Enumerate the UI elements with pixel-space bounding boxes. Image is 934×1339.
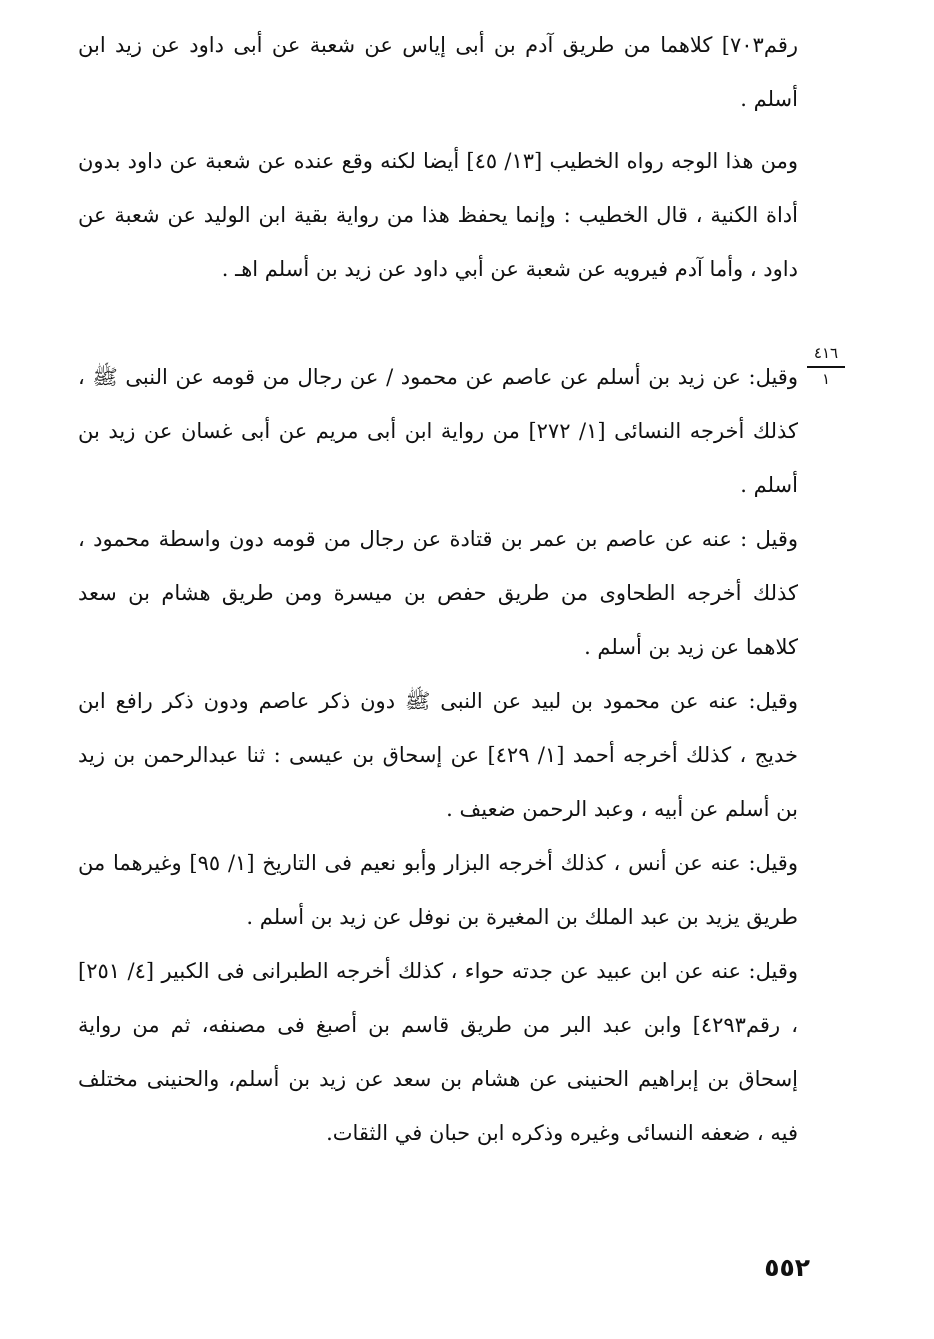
paragraph-1: رقم٧٠٣] كلاهما من طريق آدم بن أبى إياس عن شعبة عن أبى داود عن زيد ابن أسلم . [78,33,798,111]
paragraph-2: ومن هذا الوجه رواه الخطيب [١٣/ ٤٥] أيضا لكنه وقع عنده عن شعبة عن داود بدون أداة الكنية ، قال الخطيب : وإنما يحفظ هذا من رواية بقية ابن الوليد عن شعبة عن داود ، وأما آدم فيرويه عن شعبة عن أبي داود عن زيد بن أسلم اهـ . [78,149,798,281]
paragraph-7: وقيل: عنه عن ابن عبيد عن جدته حواء ، كذلك أخرجه الطبرانى فى الكبير [٤/ ٢٥١] ، رقم٤٢٩٣] وابن عبد البر من طريق قاسم بن أصبغ فى مصنفه، ثم من رواية إسحاق بن إبراهيم الحنينى عن هشام بن سعد عن زيد بن أسلم، والحنينى مختلف فيه ، ضعفه النسائى وغيره وذكره ابن حبان في الثقات. [78,959,799,1145]
margin-reference-volume: ٤١٦ [813,344,839,362]
page-number: ٥٥٢ [764,1253,810,1282]
paragraph-5: وقيل: عنه عن محمود بن لبيد عن النبى ﷺ دون ذكر عاصم ودون ذكر رافع ابن خديج ، كذلك أخرجه أحمد [١/ ٤٢٩] عن إسحاق بن عيسى : ثنا عبدالرحمن بن زيد بن أسلم عن أبيه ، وعبد الرحمن ضعيف . [78,689,798,821]
margin-reference-page: ١ [821,370,831,388]
margin-reference [806,344,846,388]
paragraph-4: وقيل : عنه عن عاصم بن عمر بن قتادة عن رجال من قومه دون واسطة محمود ، كذلك أخرجه الطحاوى من طريق حفص بن ميسرة ومن طريق هشام بن سعد كلاهما عن زيد بن أسلم . [78,527,798,659]
paragraph-6: وقيل: عنه عن أنس ، كذلك أخرجه البزار وأبو نعيم فى التاريخ [١/ ٩٥] وغيرهما من طريق يزيد بن عبد الملك بن المغيرة بن نوفل عن زيد بن أسلم . [78,851,798,929]
margin-reference-divider [807,366,845,368]
paragraph-3: وقيل: عن زيد بن أسلم عن عاصم عن محمود / عن رجال من قومه عن النبى ﷺ ، كذلك أخرجه النسائى [١/ ٢٧٢] من رواية ابن أبى مريم عن أبى غسان عن زيد بن أسلم . [78,365,799,497]
